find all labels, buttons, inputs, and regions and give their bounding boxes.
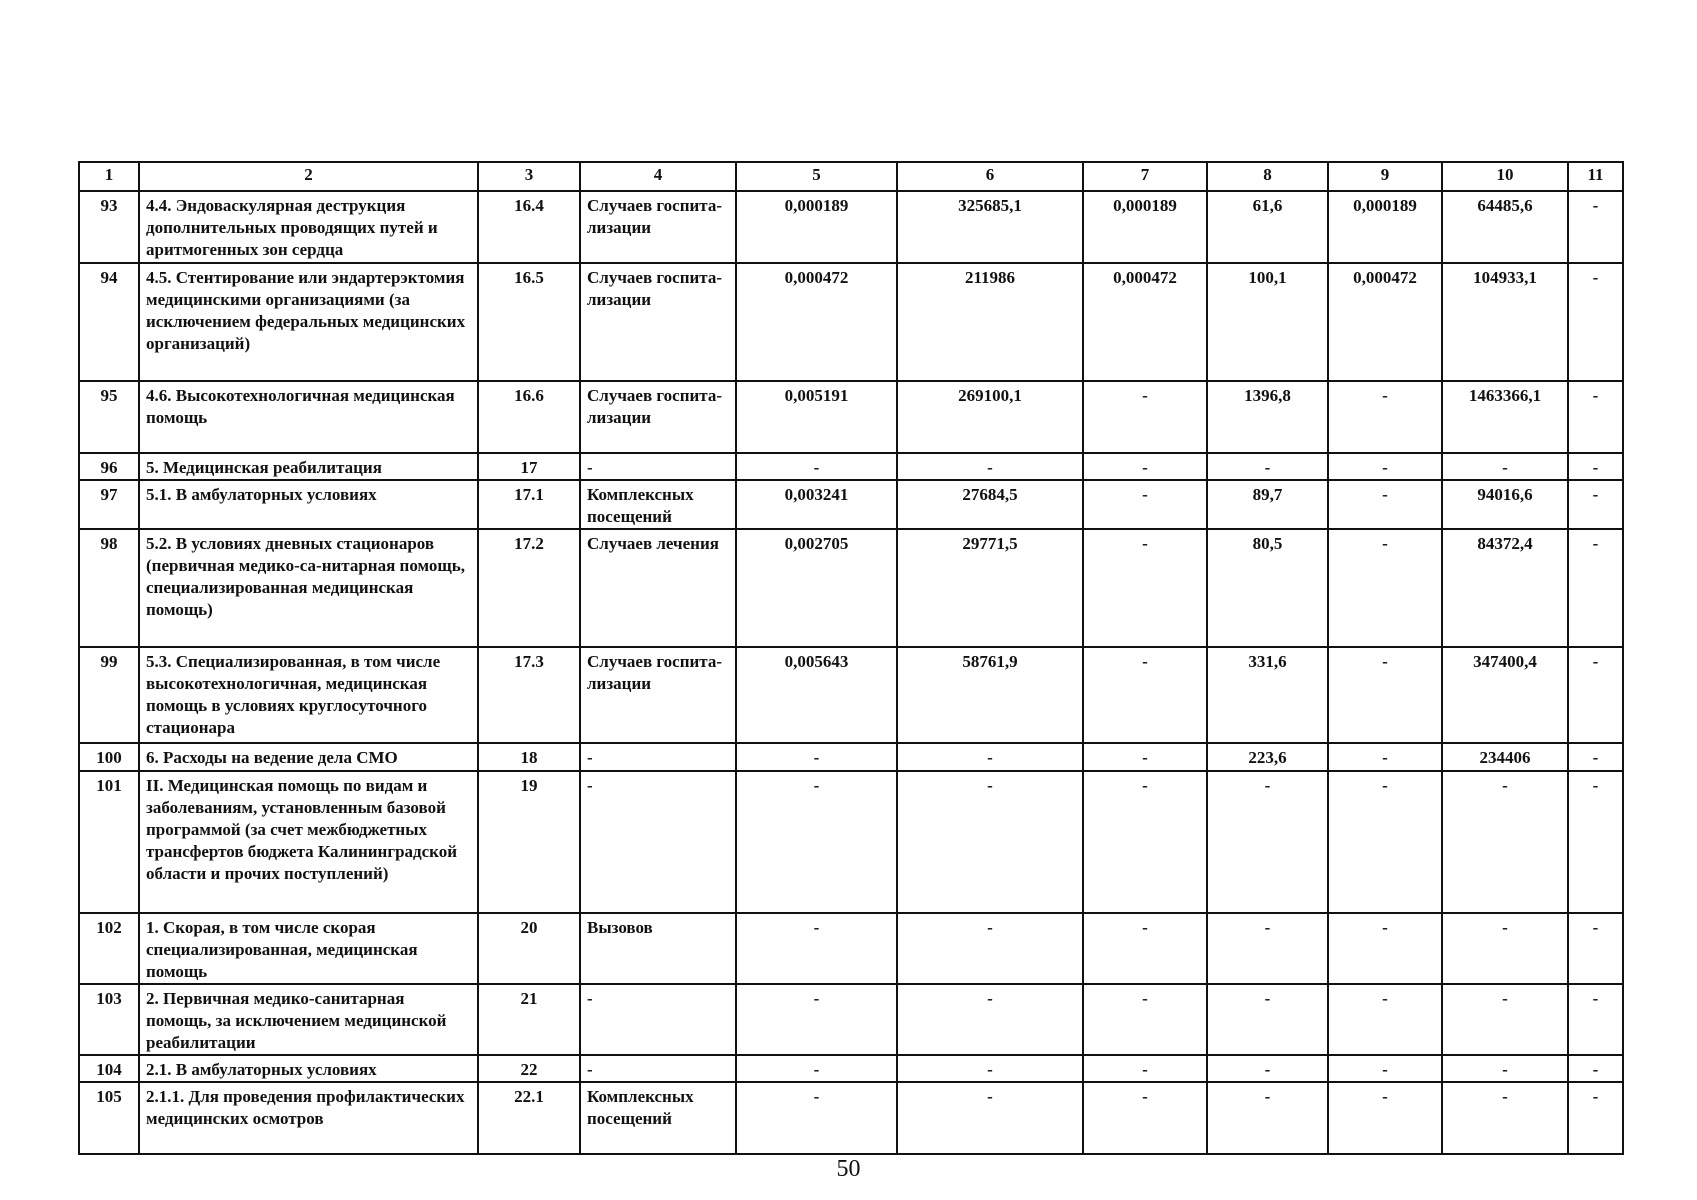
value-cell: 1396,8 — [1207, 381, 1328, 453]
value-cell: - — [1568, 771, 1623, 913]
row-code-cell: 22 — [478, 1055, 580, 1082]
value-cell: - — [1328, 1082, 1442, 1154]
value-cell: 0,003241 — [736, 480, 897, 529]
value-cell: - — [1328, 480, 1442, 529]
value-cell: - — [1442, 984, 1568, 1055]
value-cell: - — [1568, 480, 1623, 529]
header-cell: 8 — [1207, 162, 1328, 191]
value-cell: - — [1083, 529, 1207, 647]
value-cell: - — [1207, 1055, 1328, 1082]
table-row — [79, 191, 1623, 263]
value-cell: - — [1083, 1055, 1207, 1082]
value-cell: - — [1328, 771, 1442, 913]
unit-cell: - — [580, 453, 736, 480]
header-cell: 7 — [1083, 162, 1207, 191]
header-cell: 4 — [580, 162, 736, 191]
row-code-cell: 17.1 — [478, 480, 580, 529]
header-cell: 3 — [478, 162, 580, 191]
row-number-cell: 96 — [79, 453, 139, 480]
value-cell: - — [1442, 771, 1568, 913]
value-cell: - — [1568, 381, 1623, 453]
unit-cell: Комплексных посещений — [580, 480, 736, 529]
value-cell: 0,005191 — [736, 381, 897, 453]
value-cell: 84372,4 — [1442, 529, 1568, 647]
row-code-cell: 17.2 — [478, 529, 580, 647]
header-cell: 11 — [1568, 162, 1623, 191]
unit-cell: - — [580, 743, 736, 771]
value-cell: - — [736, 913, 897, 984]
value-cell: 223,6 — [1207, 743, 1328, 771]
table-row — [79, 771, 1623, 913]
value-cell: 80,5 — [1207, 529, 1328, 647]
table-row — [79, 913, 1623, 984]
table-row — [79, 743, 1623, 771]
row-number-cell: 95 — [79, 381, 139, 453]
value-cell: - — [1328, 529, 1442, 647]
value-cell: - — [1207, 984, 1328, 1055]
value-cell: 347400,4 — [1442, 647, 1568, 743]
indicator-name-cell: 5.1. В амбулаторных условиях — [139, 480, 478, 529]
value-cell: - — [897, 771, 1083, 913]
value-cell: - — [1328, 647, 1442, 743]
value-cell: - — [736, 1082, 897, 1154]
table-row — [79, 480, 1623, 529]
indicator-name-cell: 4.4. Эндоваскулярная деструкция дополнительных проводящих путей и аритмогенных зон сердца — [139, 191, 478, 263]
value-cell: - — [1328, 984, 1442, 1055]
value-cell: - — [1083, 771, 1207, 913]
row-number-cell: 100 — [79, 743, 139, 771]
row-code-cell: 20 — [478, 913, 580, 984]
table-row — [79, 647, 1623, 743]
row-number-cell: 104 — [79, 1055, 139, 1082]
value-cell: 27684,5 — [897, 480, 1083, 529]
value-cell: - — [897, 453, 1083, 480]
table-row — [79, 1055, 1623, 1082]
indicator-name-cell: 1. Скорая, в том числе скорая специализированная, медицинская помощь — [139, 913, 478, 984]
value-cell: - — [1442, 1082, 1568, 1154]
value-cell: 0,000472 — [1328, 263, 1442, 381]
row-number-cell: 94 — [79, 263, 139, 381]
value-cell: 211986 — [897, 263, 1083, 381]
row-number-cell: 103 — [79, 984, 139, 1055]
indicator-name-cell: 5.3. Специализированная, в том числе высокотехнологичная, медицинская помощь в условиях круглосуточного стационара — [139, 647, 478, 743]
unit-cell: Комплексных посещений — [580, 1082, 736, 1154]
row-code-cell: 16.6 — [478, 381, 580, 453]
value-cell: - — [1568, 1055, 1623, 1082]
unit-cell: - — [580, 771, 736, 913]
row-number-cell: 101 — [79, 771, 139, 913]
value-cell: 0,000189 — [1328, 191, 1442, 263]
row-number-cell: 93 — [79, 191, 139, 263]
value-cell: - — [736, 984, 897, 1055]
row-code-cell: 19 — [478, 771, 580, 913]
value-cell: 58761,9 — [897, 647, 1083, 743]
value-cell: - — [1568, 263, 1623, 381]
value-cell: 0,000189 — [1083, 191, 1207, 263]
value-cell: - — [1328, 453, 1442, 480]
value-cell: - — [1568, 453, 1623, 480]
value-cell: - — [897, 1082, 1083, 1154]
value-cell: 0,000189 — [736, 191, 897, 263]
unit-cell: Случаев госпита-лизации — [580, 381, 736, 453]
row-number-cell: 98 — [79, 529, 139, 647]
header-cell: 2 — [139, 162, 478, 191]
indicator-name-cell: II. Медицинская помощь по видам и заболеваниям, установленным базовой программой (за счет межбюджетных трансфертов бюджета Калининградской области и прочих поступлений) — [139, 771, 478, 913]
value-cell: - — [1568, 984, 1623, 1055]
value-cell: - — [897, 743, 1083, 771]
header-cell: 9 — [1328, 162, 1442, 191]
value-cell: - — [1083, 480, 1207, 529]
value-cell: 331,6 — [1207, 647, 1328, 743]
value-cell: 0,002705 — [736, 529, 897, 647]
table-row — [79, 529, 1623, 647]
table-row — [79, 984, 1623, 1055]
indicator-name-cell: 2. Первичная медико-санитарная помощь, за исключением медицинской реабилитации — [139, 984, 478, 1055]
value-cell: 0,000472 — [1083, 263, 1207, 381]
value-cell: - — [1083, 381, 1207, 453]
value-cell: 61,6 — [1207, 191, 1328, 263]
unit-cell: Случаев госпита-лизации — [580, 191, 736, 263]
value-cell: - — [1083, 647, 1207, 743]
value-cell: - — [1568, 913, 1623, 984]
value-cell: - — [1207, 453, 1328, 480]
header-cell: 5 — [736, 162, 897, 191]
value-cell: - — [1207, 771, 1328, 913]
value-cell: 94016,6 — [1442, 480, 1568, 529]
header-cell: 1 — [79, 162, 139, 191]
table-body — [79, 162, 1623, 1154]
value-cell: 89,7 — [1207, 480, 1328, 529]
row-number-cell: 102 — [79, 913, 139, 984]
value-cell: - — [1207, 1082, 1328, 1154]
table-row — [79, 263, 1623, 381]
value-cell: - — [897, 913, 1083, 984]
value-cell: - — [1442, 1055, 1568, 1082]
indicator-name-cell: 6. Расходы на ведение дела СМО — [139, 743, 478, 771]
value-cell: - — [897, 1055, 1083, 1082]
unit-cell: Случаев лечения — [580, 529, 736, 647]
value-cell: - — [1083, 913, 1207, 984]
indicator-name-cell: 2.1.1. Для проведения профилактических медицинских осмотров — [139, 1082, 478, 1154]
row-code-cell: 16.5 — [478, 263, 580, 381]
data-table — [78, 161, 1624, 1155]
unit-cell: - — [580, 984, 736, 1055]
indicator-name-cell: 2.1. В амбулаторных условиях — [139, 1055, 478, 1082]
value-cell: - — [736, 453, 897, 480]
indicator-name-cell: 5.2. В условиях дневных стационаров (первичная медико-са-нитарная помощь, специализированная медицинская помощь) — [139, 529, 478, 647]
value-cell: - — [736, 1055, 897, 1082]
value-cell: - — [1568, 647, 1623, 743]
page-number: 50 — [836, 1156, 861, 1182]
row-code-cell: 22.1 — [478, 1082, 580, 1154]
header-cell: 10 — [1442, 162, 1568, 191]
value-cell: 100,1 — [1207, 263, 1328, 381]
table-header-row — [79, 162, 1623, 191]
value-cell: 104933,1 — [1442, 263, 1568, 381]
value-cell: 269100,1 — [897, 381, 1083, 453]
indicator-name-cell: 4.6. Высокотехнологичная медицинская помощь — [139, 381, 478, 453]
value-cell: - — [1568, 743, 1623, 771]
value-cell: - — [1328, 743, 1442, 771]
value-cell: 234406 — [1442, 743, 1568, 771]
row-code-cell: 18 — [478, 743, 580, 771]
value-cell: 325685,1 — [897, 191, 1083, 263]
value-cell: - — [1568, 1082, 1623, 1154]
value-cell: - — [1083, 743, 1207, 771]
value-cell: - — [1207, 913, 1328, 984]
row-code-cell: 17 — [478, 453, 580, 480]
table-row — [79, 1082, 1623, 1154]
unit-cell: Случаев госпита-лизации — [580, 647, 736, 743]
value-cell: - — [1328, 1055, 1442, 1082]
value-cell: - — [1083, 984, 1207, 1055]
value-cell: - — [1442, 453, 1568, 480]
indicator-name-cell: 5. Медицинская реабилитация — [139, 453, 478, 480]
row-code-cell: 16.4 — [478, 191, 580, 263]
value-cell: - — [1328, 913, 1442, 984]
row-code-cell: 21 — [478, 984, 580, 1055]
table-row — [79, 453, 1623, 480]
value-cell: - — [736, 771, 897, 913]
value-cell: - — [1568, 191, 1623, 263]
indicator-name-cell: 4.5. Стентирование или эндартерэктомия медицинскими организациями (за исключением федеральных медицинских организаций) — [139, 263, 478, 381]
row-number-cell: 97 — [79, 480, 139, 529]
row-number-cell: 99 — [79, 647, 139, 743]
value-cell: 29771,5 — [897, 529, 1083, 647]
table-row — [79, 381, 1623, 453]
value-cell: 0,000472 — [736, 263, 897, 381]
value-cell: 1463366,1 — [1442, 381, 1568, 453]
value-cell: - — [1442, 913, 1568, 984]
value-cell: - — [1083, 453, 1207, 480]
value-cell: - — [1328, 381, 1442, 453]
row-code-cell: 17.3 — [478, 647, 580, 743]
header-cell: 6 — [897, 162, 1083, 191]
value-cell: - — [1568, 529, 1623, 647]
row-number-cell: 105 — [79, 1082, 139, 1154]
value-cell: 64485,6 — [1442, 191, 1568, 263]
value-cell: 0,005643 — [736, 647, 897, 743]
value-cell: - — [736, 743, 897, 771]
value-cell: - — [897, 984, 1083, 1055]
value-cell: - — [1083, 1082, 1207, 1154]
unit-cell: - — [580, 1055, 736, 1082]
unit-cell: Случаев госпита-лизации — [580, 263, 736, 381]
unit-cell: Вызовов — [580, 913, 736, 984]
